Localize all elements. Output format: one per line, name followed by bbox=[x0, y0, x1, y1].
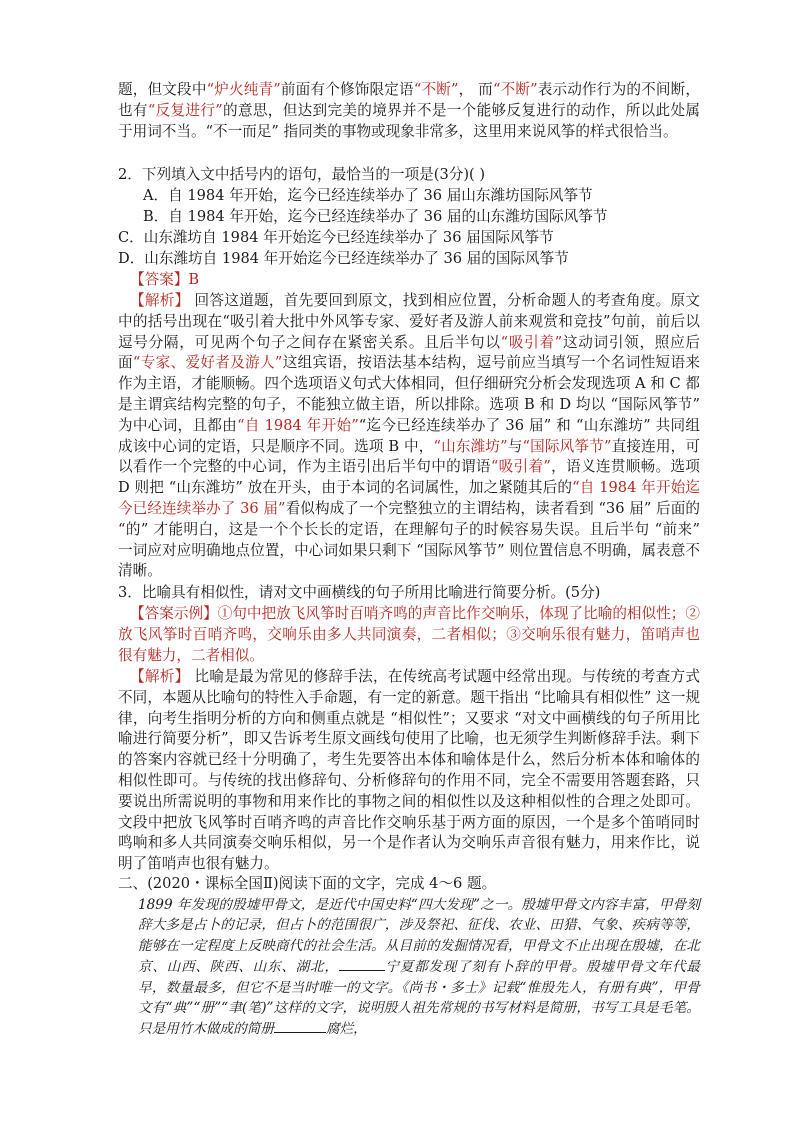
option-d: D．山东潍坊自 1984 年开始迄今已经连续举办了 36 届的国际风筝节 bbox=[118, 250, 569, 267]
highlight-text: “吸引着” bbox=[490, 458, 551, 476]
analysis-tag: 【解析】 bbox=[130, 292, 190, 309]
highlight-text: “反复进行” bbox=[147, 101, 223, 119]
question-3-stem: 3．比喻具有相似性，请对文中画横线的句子所用比喻进行简要分析。(5分) bbox=[118, 584, 601, 601]
fill-blank bbox=[274, 1018, 326, 1033]
highlight-text: “炉火纯青” bbox=[206, 81, 281, 98]
analysis-tag: 【解析】 bbox=[130, 668, 190, 685]
highlight-text: “不断” bbox=[492, 81, 538, 98]
passage-text: 腐烂， bbox=[325, 1021, 367, 1038]
question-2-analysis bbox=[118, 291, 700, 582]
analysis-text: 比喻是最为常见的修辞手法，在传统高考试题中经常出现。与传统的考查方式不同，本题从比喻句的特性入手命题，有一定的新意。题干指出 “比喻具有相似性” 这一规律，向考生指明分析的方向和侧重点就是 “相似性”；又要求 “对文中画横线的句子所用比喻进行简要分析”，即又告诉考生原文画线句使用了比喻，也无须学生判断修辞手法。剩下的答案内容就已经十分明确了，考生先要答出本体和喻体是什么，然后分析本体和喻体的相似性即可。与传统的找出修辞句、分析修辞句的作用不同，完全不需要用答题套路，只要说出所需说明的事物和用来作比的事物之间的相似性以及这种相似性的合理之处即可。文段中把放飞风筝时百哨齐鸣的声音比作交响乐基于两方面的原因，一个是多个笛哨同时鸣响和多人共同演奏交响乐相似，另一个是作者认为交响乐声音很有魅力，用来作比，说明了笛哨声也很有魅力。 bbox=[118, 668, 700, 873]
question-3-example bbox=[118, 604, 700, 666]
passage-text: 宁夏都发现了刻有卜辞的甲骨。殷墟甲骨文年代最早，数量最多，但它不是当时唯一的文字。《尚书・多士》记载“惟殷先人，有册有典”，甲骨文有“典”“册”“聿(笔)”这样的文字，说明殷人祖先常规的书写材料是简册，书写工具是毛笔。只是用竹木做成的简册 bbox=[138, 959, 701, 1038]
highlight-text: “国际风筝节” bbox=[522, 437, 612, 455]
question-3-analysis bbox=[118, 667, 700, 875]
analysis-text bbox=[118, 291, 700, 582]
text-run: 前面有个修饰限定语 bbox=[280, 81, 414, 98]
continuation-paragraph bbox=[118, 80, 700, 142]
passage-text: 1899 年发现的殷墟甲骨文，是近代中国史料“四大发现”之一。殷墟甲骨文内容丰富，甲骨刻辞大多是占卜的记录，但占卜的范围很广，涉及祭祀、征伐、农业、田猎、气象、疾病等等，能够在一定程度上反映商代的社会生活。从目前的发掘情况看，甲骨文不止出现在殷墟，在北京、山西、陕西、山东、湖北， bbox=[138, 897, 700, 976]
text-run: 表示动作行为的不间断，也有 bbox=[118, 81, 700, 119]
highlight-text: “自 1984 年开始迄今已经连续举办了 36 届” bbox=[118, 479, 700, 517]
paragraph-text bbox=[118, 80, 700, 142]
fill-blank bbox=[339, 956, 385, 971]
option-b: B．自 1984 年开始，迄今已经连续举办了 36 届的山东潍坊国际风筝节 bbox=[143, 208, 608, 225]
highlight-text: “山东潍坊” bbox=[433, 437, 508, 455]
question-2-stem: 2．下列填入文中括号内的语句，最恰当的一项是(3分)( ) bbox=[118, 166, 486, 183]
highlight-text: “不断” bbox=[413, 81, 459, 98]
option-a: A．自 1984 年开始，迄今已经连续举办了 36 届山东潍坊国际风筝节 bbox=[143, 187, 593, 204]
text-run: ，语义连贯顺畅。选项 D 则把 “山东潍坊” 放在开头，由于本词的名词属性，加之紧随其后的 bbox=[118, 458, 700, 497]
text-run: 这组宾语，按语法基本结构，逗号前应当填写一个名词性短语来作为主语，才能顺畅。四个选项语义句式大体相同，但仔细研究分析会发现选项 A 和 C 都是主谓宾结构完整的句子，不能独立做主语，所以排除。选项 B 和 D 均以 “国际风筝节” 为中心词，且都由 bbox=[118, 354, 700, 434]
option-c: C．山东潍坊自 1984 年开始迄今已经连续举办了 36 届国际风筝节 bbox=[118, 229, 554, 246]
text-run: “迄今已经连续举办了 36 届” 和 “山东潍坊” 共同组成该中心词的定语，只是顺序不同。选项 B 中， bbox=[118, 416, 700, 455]
text-run: 看似构成了一个完整独立的主谓结构，读者看到 “36 届” 后面的 “的” 才能明白，这是一个个长长的定语，在理解句子的时候容易失误。且后半句 “前来” 一词应对应明确地点位置，中心词如果只剩下 “国际风筝节” 则位置信息不明确，属表意不清晰。 bbox=[118, 499, 700, 580]
highlight-text: “吸引着” bbox=[500, 333, 563, 351]
text-run: 这动词引领，照应后面 bbox=[118, 333, 700, 372]
example-text: ①句中把放飞风筝时百哨齐鸣的声音比作交响乐，体现了比喻的相似性；②放飞风筝时百哨齐鸣，交响乐由多人共同演奏，二者相似；③交响乐很有魅力，笛哨声也很有魅力，二者相似。 bbox=[118, 605, 700, 664]
text-run: 的意思，但达到完美的境界并不是一个能够反复进行的动作，所以此处属于用词不当。“不一而足” 指同类的事物或现象非常多，这里用来说风筝的样式很恰当。 bbox=[118, 101, 700, 140]
reading-passage bbox=[118, 895, 700, 1040]
highlight-text: “专家、爱好者及游人” bbox=[132, 354, 283, 372]
answer-tag: 【答案】B bbox=[130, 271, 200, 288]
text-run: ， 而 bbox=[458, 81, 493, 98]
text-run: 与 bbox=[507, 437, 523, 455]
text-run: 题，但文段中 bbox=[118, 81, 207, 98]
highlight-text: “自 1984 年开始” bbox=[237, 416, 359, 434]
example-tag: 【答案示例】 bbox=[130, 605, 218, 622]
text-run: 直接连用，可以看作一个完整的中心词，作为主语引出后半句中的谓语 bbox=[118, 437, 700, 476]
text-run: 回答这道题，首先要回到原文，找到相应位置，分析命题人的考查角度。原文中的括号出现在“吸引着大批中外风筝专家、爱好者及游人前来观赏和竞技”句前，前后以逗号分隔，可见两个句子之间存在紧密关系。且后半句以 bbox=[118, 292, 700, 351]
section-heading: 二、(2020・课标全国Ⅱ)阅读下面的文字，完成 4～6 题。 bbox=[118, 875, 497, 892]
